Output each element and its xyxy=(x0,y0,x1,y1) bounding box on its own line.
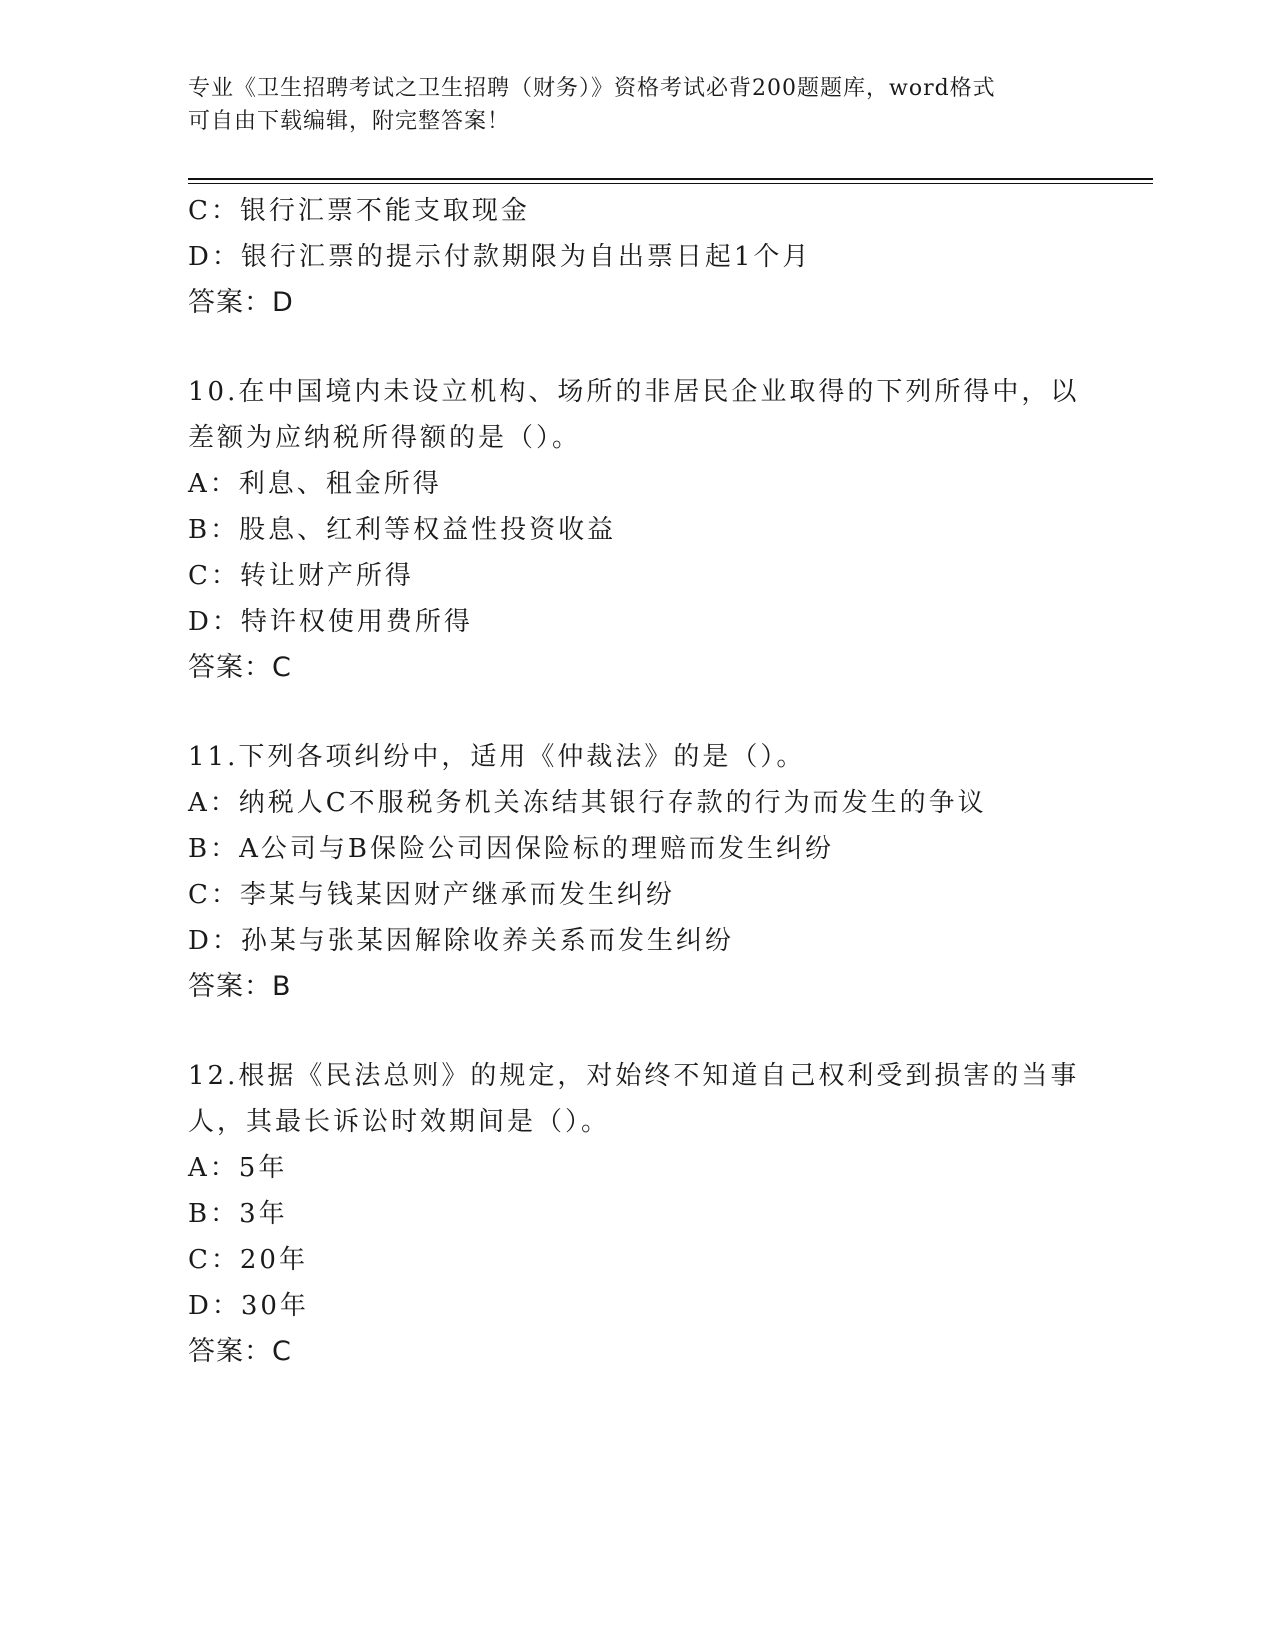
option-c: C：20年 xyxy=(188,1245,308,1275)
answer-line: 答案：C xyxy=(188,1336,292,1367)
option-c: C：转让财产所得 xyxy=(188,561,414,591)
option-a: A：利息、租金所得 xyxy=(188,469,442,499)
option-b: B：A公司与B保险公司因保险标的理赔而发生纠纷 xyxy=(188,834,834,864)
option-d: D：银行汇票的提示付款期限为自出票日起1个月 xyxy=(188,242,812,272)
question-stem: 10.在中国境内未设立机构、场所的非居民企业取得的下列所得中，以 xyxy=(188,377,1080,407)
question-12 xyxy=(188,1053,1088,1375)
option-d: D：特许权使用费所得 xyxy=(188,607,473,637)
question-11 xyxy=(188,734,1088,1010)
question-stem: 12.根据《民法总则》的规定，对始终不知道自己权利受到损害的当事 xyxy=(188,1061,1080,1091)
header-divider-thick xyxy=(188,178,1153,180)
header-line-1: 专业《卫生招聘考试之卫生招聘（财务）》资格考试必背200题题库，word格式 xyxy=(188,76,996,101)
option-a: A：5年 xyxy=(188,1153,288,1183)
option-b: B：3年 xyxy=(188,1199,288,1229)
option-b: B：股息、红利等权益性投资收益 xyxy=(188,515,617,545)
option-d: D：30年 xyxy=(188,1291,309,1321)
document-header xyxy=(188,72,1088,138)
question-stem-continued: 差额为应纳税所得额的是（）。 xyxy=(188,423,582,453)
header-line-2: 可自由下载编辑，附完整答案！ xyxy=(188,109,511,134)
question-spacer xyxy=(188,1010,1088,1053)
option-c: C：银行汇票不能支取现金 xyxy=(188,196,530,226)
question-stem: 11.下列各项纠纷中，适用《仲裁法》的是（）。 xyxy=(188,742,806,772)
answer-line: 答案：C xyxy=(188,652,292,683)
answer-line: 答案：B xyxy=(188,971,292,1002)
answer-line: 答案：D xyxy=(188,287,294,318)
question-list xyxy=(188,188,1088,1375)
question-spacer xyxy=(188,326,1088,369)
question-9 xyxy=(188,188,1088,326)
question-10 xyxy=(188,369,1088,691)
option-a: A：纳税人C不服税务机关冻结其银行存款的行为而发生的争议 xyxy=(188,788,987,818)
question-spacer xyxy=(188,691,1088,734)
question-stem-continued: 人，其最长诉讼时效期间是（）。 xyxy=(188,1107,611,1137)
option-d: D：孙某与张某因解除收养关系而发生纠纷 xyxy=(188,926,734,956)
header-divider-thin xyxy=(188,183,1153,184)
option-c: C：李某与钱某因财产继承而发生纠纷 xyxy=(188,880,675,910)
